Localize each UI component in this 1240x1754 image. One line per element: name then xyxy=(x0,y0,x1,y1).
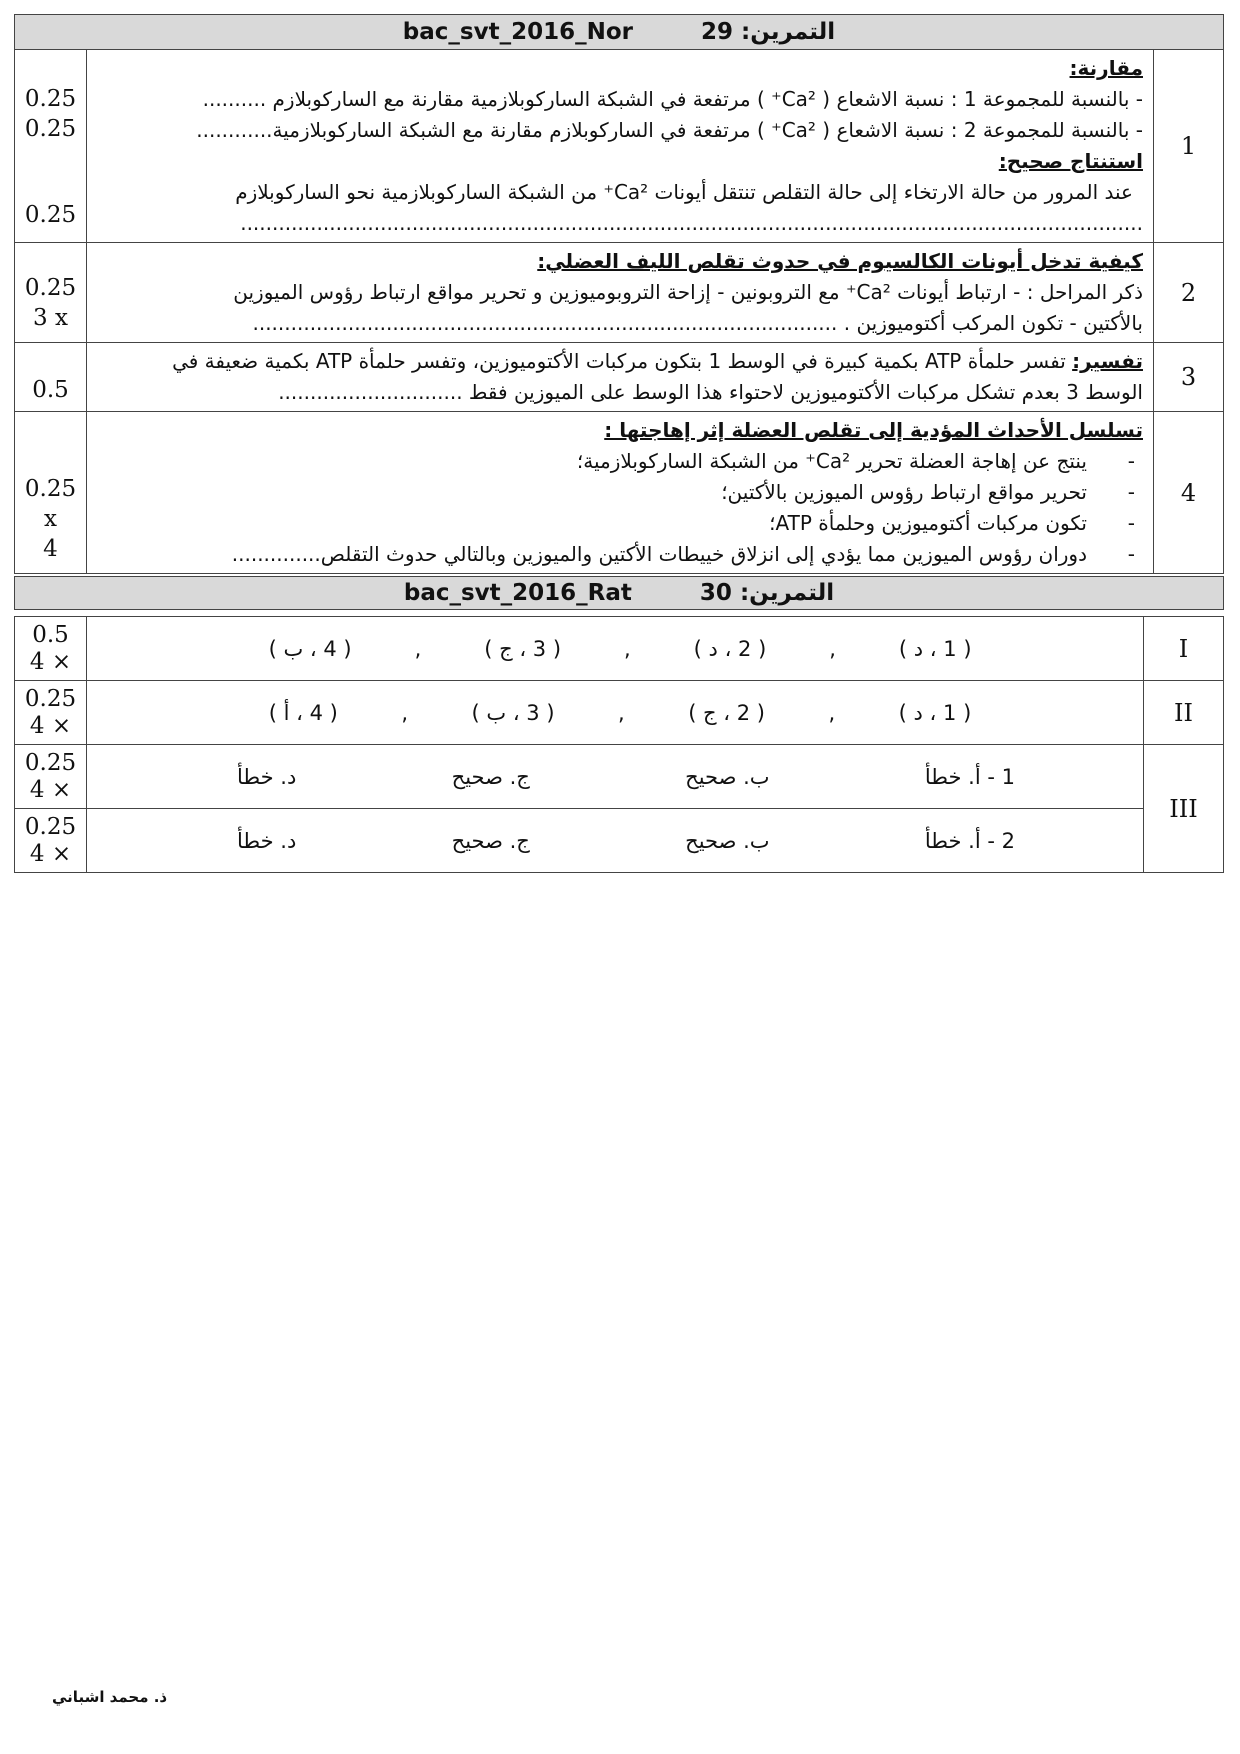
q4-number: 4 xyxy=(1153,412,1223,574)
q1-subtitle: استنتاج صحيح: xyxy=(998,149,1143,173)
q1-row xyxy=(15,50,1224,243)
exercise-29-header xyxy=(15,15,1224,50)
q4-scores xyxy=(15,412,87,574)
row-III-1-scores: 0.25 4 × xyxy=(15,745,87,809)
q3-scores xyxy=(15,343,87,412)
exercise-29-code: bac_svt_2016_Nor xyxy=(402,19,633,45)
row-II-answers: ( 1 ، د ) , ( 2 ، ج ) , ( 3 ، ب ) , ( 4 ، أ ) xyxy=(87,681,1144,745)
q1-content xyxy=(87,50,1154,243)
q2-content xyxy=(87,243,1154,343)
answer-I-1: ( 1 ، د ) xyxy=(898,636,972,661)
exercise-29-table xyxy=(14,14,1224,574)
row-II-number: II xyxy=(1144,681,1224,745)
q1-line-3: عند المرور من حالة الارتخاء إلى حالة التقلص تنتقل أيونات Ca²⁺ من الشبكة الساركوبلازمية نحو الساركوبلازم xyxy=(235,180,1133,204)
q2-row xyxy=(15,243,1224,343)
row-III-1 xyxy=(15,745,1224,809)
answer-II-4: ( 4 ، أ ) xyxy=(268,700,338,725)
q4-row xyxy=(15,412,1224,574)
answer-I-2: ( 2 ، د ) xyxy=(693,636,767,661)
exercise-30-header xyxy=(15,577,1224,610)
q2-score-1: 0.25 xyxy=(24,275,77,301)
row-III-2-scores: 0.25 4 × xyxy=(15,809,87,873)
q1-title: مقارنة: xyxy=(1069,56,1143,80)
q4-bullet-4: -دوران رؤوس الميوزين مما يؤدي إلى انزلاق خييطات الأكتين والميوزين وبالتالي حدوث التقلص.............. xyxy=(231,542,1135,566)
q1-number: 1 xyxy=(1153,50,1223,243)
q3-number: 3 xyxy=(1153,343,1223,412)
q1-line-1: - بالنسبة للمجموعة 1 : نسبة الاشعاع ( Ca²⁺ ) مرتفعة في الشبكة الساركوبلازمية مقارنة مع الساركوبلازم .......... xyxy=(202,87,1143,111)
answer-III-2-b: ب. صحيح xyxy=(685,828,770,853)
q3-line-1: تفسر حلمأة ATP بكمية كبيرة في الوسط 1 بتكون مركبات الأكتوميوزين، وتفسر حلمأة ATP بكمية ضعيفة في xyxy=(172,349,1066,373)
row-I xyxy=(15,617,1224,681)
q2-line-2: بالأكتين - تكون المركب أكتوميوزين . ............................................................................................ xyxy=(252,311,1143,335)
answer-II-1: ( 1 ، د ) xyxy=(898,700,972,725)
row-III-1-answers xyxy=(87,745,1144,809)
row-III-number: III xyxy=(1144,745,1224,873)
answer-I-3: ( 3 ، ج ) xyxy=(484,636,562,661)
exercise-30-table xyxy=(14,616,1224,873)
answer-III-2-d: د. خطأ xyxy=(237,828,297,853)
q4-score-3: 4 xyxy=(43,536,58,562)
answer-I-4: ( 4 ، ب ) xyxy=(268,636,352,661)
q2-number: 2 xyxy=(1153,243,1223,343)
q1-line-2: - بالنسبة للمجموعة 2 : نسبة الاشعاع ( Ca²⁺ ) مرتفعة في الساركوبلازم مقارنة مع الشبكة الساركوبلازمية............ xyxy=(196,118,1143,142)
exercise-30-header-table xyxy=(14,576,1224,610)
row-I-scores: 0.5 4 × xyxy=(15,617,87,681)
q2-score-2: 3 x xyxy=(33,305,68,331)
row-I-number: I xyxy=(1144,617,1224,681)
q4-score-2: x xyxy=(44,506,57,532)
q1-scores xyxy=(15,50,87,243)
q1-line-4: .............................................................................................................................................. xyxy=(240,211,1143,235)
q4-bullet-2: -تحرير مواقع ارتباط رؤوس الميوزين بالأكتين؛ xyxy=(721,480,1135,504)
q3-title: تفسير: xyxy=(1072,349,1143,373)
author-footer: ذ. محمد اشباني xyxy=(52,1688,168,1706)
row-III-2 xyxy=(15,809,1224,873)
answer-III-1-c: ج. صحيح xyxy=(451,764,530,789)
q1-score-3: 0.25 xyxy=(24,202,77,228)
q4-score-1: 0.25 xyxy=(24,476,77,502)
exercise-29-label: التمرين: 29 xyxy=(701,19,836,45)
q4-content xyxy=(87,412,1154,574)
answer-II-3: ( 3 ، ب ) xyxy=(471,700,555,725)
q4-title: تسلسل الأحداث المؤدية إلى تقلص العضلة إثر إهاجتها : xyxy=(604,418,1143,442)
q3-row xyxy=(15,343,1224,412)
row-III-2-answers xyxy=(87,809,1144,873)
q2-line-1: ذكر المراحل : - ارتباط أيونات Ca²⁺ مع التروبونين - إزاحة التروبوميوزين و تحرير مواقع ارتباط رؤوس الميوزين xyxy=(233,280,1143,304)
answer-II-2: ( 2 ، ج ) xyxy=(688,700,765,725)
q3-score-1: 0.5 xyxy=(32,377,69,403)
q1-score-1: 0.25 xyxy=(24,86,77,112)
q1-score-2: 0.25 xyxy=(24,116,77,142)
answer-III-1-d: د. خطأ xyxy=(237,764,297,789)
q4-bullet-3: -تكون مركبات أكتوميوزين وحلمأة ATP؛ xyxy=(769,511,1135,535)
q2-title: كيفية تدخل أيونات الكالسيوم في حدوث تقلص الليف العضلي: xyxy=(537,249,1143,273)
q3-line-2: الوسط 3 بعدم تشكل مركبات الأكتوميوزين لاحتواء هذا الوسط على الميوزين فقط ............................. xyxy=(278,380,1143,404)
exercise-30-label: التمرين: 30 xyxy=(699,580,835,606)
row-II xyxy=(15,681,1224,745)
answer-III-2-a: 2 - أ. خطأ xyxy=(924,828,1015,853)
answer-III-1-b: ب. صحيح xyxy=(685,764,770,789)
exercise-30-code: bac_svt_2016_Rat xyxy=(403,580,632,606)
row-I-answers: ( 1 ، د ) , ( 2 ، د ) , ( 3 ، ج ) , ( 4 ، ب ) xyxy=(87,617,1144,681)
answer-III-2-c: ج. صحيح xyxy=(451,828,530,853)
row-II-scores: 0.25 4 × xyxy=(15,681,87,745)
q4-bullet-1: -ينتج عن إهاجة العضلة تحرير Ca²⁺ من الشبكة الساركوبلازمية؛ xyxy=(576,449,1135,473)
q3-content xyxy=(87,343,1154,412)
answer-III-1-a: 1 - أ. خطأ xyxy=(924,764,1015,789)
q2-scores xyxy=(15,243,87,343)
